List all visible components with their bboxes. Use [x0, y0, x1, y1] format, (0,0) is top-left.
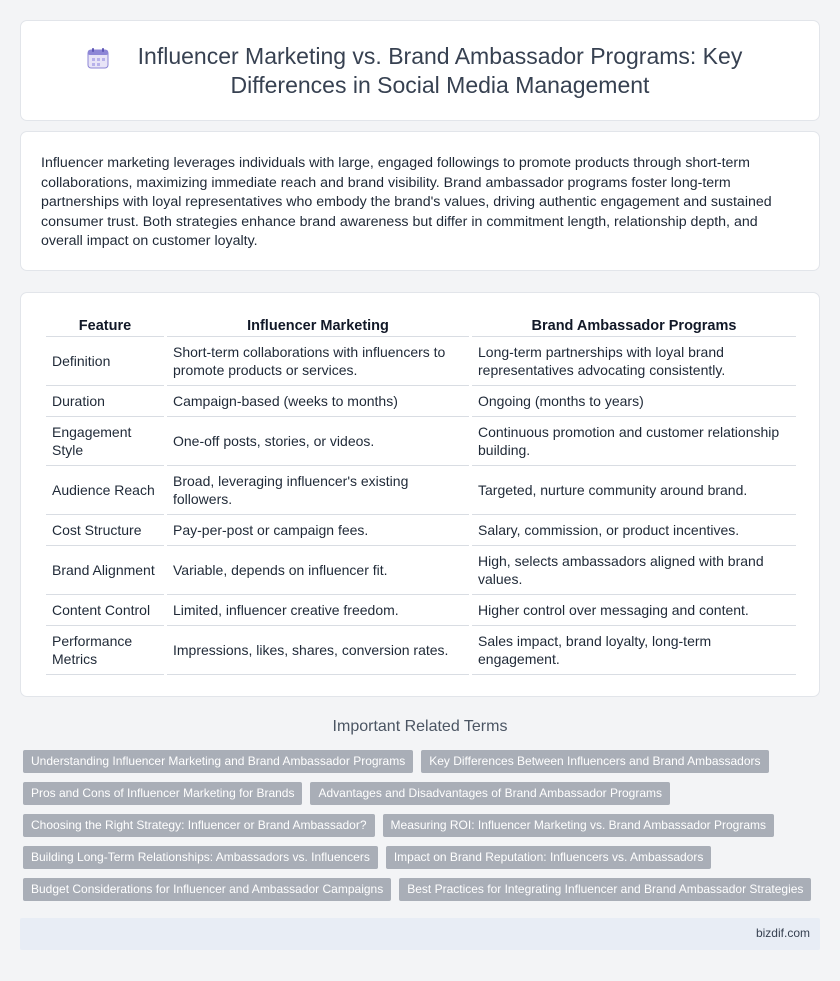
influencer-cell: Variable, depends on influencer fit. [167, 546, 469, 595]
ambassador-cell: Ongoing (months to years) [472, 386, 796, 417]
ambassador-cell: Long-term partnerships with loyal brand representatives advocating consistently. [472, 337, 796, 386]
column-header-ambassador: Brand Ambassador Programs [472, 315, 796, 337]
influencer-cell: Campaign-based (weeks to months) [167, 386, 469, 417]
ambassador-cell: Targeted, nurture community around brand. [472, 466, 796, 515]
ambassador-cell: Higher control over messaging and content. [472, 595, 796, 626]
page-title: Influencer Marketing vs. Brand Ambassador Programs: Key Differences in Social Media Management [137, 42, 743, 98]
column-header-feature: Feature [46, 315, 164, 337]
comparison-table [43, 315, 799, 675]
influencer-cell: Impressions, likes, shares, conversion rates. [167, 626, 469, 675]
feature-cell: Duration [46, 386, 164, 417]
influencer-cell: One-off posts, stories, or videos. [167, 417, 469, 466]
table-row [46, 337, 796, 386]
related-term-link[interactable]: Advantages and Disadvantages of Brand Ambassador Programs [310, 782, 670, 805]
ambassador-cell: Salary, commission, or product incentives. [472, 515, 796, 546]
feature-cell: Performance Metrics [46, 626, 164, 675]
ambassador-cell: Continuous promotion and customer relationship building. [472, 417, 796, 466]
summary-paragraph: Influencer marketing leverages individuals with large, engaged followings to promote products through short-term collaborations, maximizing immediate reach and brand visibility. Brand ambassador programs foster long-term partnerships with loyal representatives who embody the brand's values, driving authentic engagement and sustained consumer trust. Both strategies enhance brand awareness but differ in commitment length, relationship depth, and overall impact on customer loyalty. [41, 155, 772, 250]
related-term-link[interactable]: Pros and Cons of Influencer Marketing for Brands [23, 782, 302, 805]
feature-cell: Audience Reach [46, 466, 164, 515]
related-terms-list [23, 750, 823, 910]
related-term-link[interactable]: Measuring ROI: Influencer Marketing vs. Brand Ambassador Programs [383, 814, 775, 837]
related-term-link[interactable]: Best Practices for Integrating Influencer and Brand Ambassador Strategies [399, 878, 811, 901]
table-row [46, 386, 796, 417]
related-term-link[interactable]: Choosing the Right Strategy: Influencer or Brand Ambassador? [23, 814, 375, 837]
influencer-cell: Limited, influencer creative freedom. [167, 595, 469, 626]
header-card [20, 20, 820, 121]
column-header-influencer: Influencer Marketing [167, 315, 469, 337]
ambassador-cell: High, selects ambassadors aligned with brand values. [472, 546, 796, 595]
summary-card [20, 131, 820, 271]
feature-cell: Content Control [46, 595, 164, 626]
ambassador-cell: Sales impact, brand loyalty, long-term engagement. [472, 626, 796, 675]
feature-cell: Definition [46, 337, 164, 386]
feature-cell: Brand Alignment [46, 546, 164, 595]
influencer-cell: Broad, leveraging influencer's existing followers. [167, 466, 469, 515]
table-header-row [46, 315, 796, 337]
table-row [46, 417, 796, 466]
related-term-link[interactable]: Understanding Influencer Marketing and Brand Ambassador Programs [23, 750, 413, 773]
footer-site-link[interactable]: bizdif.com [755, 926, 810, 940]
table-row [46, 546, 796, 595]
related-terms-heading: Important Related Terms [332, 718, 508, 735]
influencer-cell: Short-term collaborations with influencers to promote products or services. [167, 337, 469, 386]
feature-cell: Cost Structure [46, 515, 164, 546]
influencer-cell: Pay-per-post or campaign fees. [167, 515, 469, 546]
table-row [46, 626, 796, 675]
related-term-link[interactable]: Budget Considerations for Influencer and Ambassador Campaigns [23, 878, 391, 901]
related-term-link[interactable]: Building Long-Term Relationships: Ambassadors vs. Influencers [23, 846, 378, 869]
related-term-link[interactable]: Key Differences Between Influencers and Brand Ambassadors [421, 750, 768, 773]
table-row [46, 515, 796, 546]
table-row [46, 466, 796, 515]
feature-cell: Engagement Style [46, 417, 164, 466]
comparison-table-card [20, 292, 820, 697]
table-row [46, 595, 796, 626]
footer [20, 918, 820, 950]
related-term-link[interactable]: Impact on Brand Reputation: Influencers vs. Ambassadors [386, 846, 712, 869]
